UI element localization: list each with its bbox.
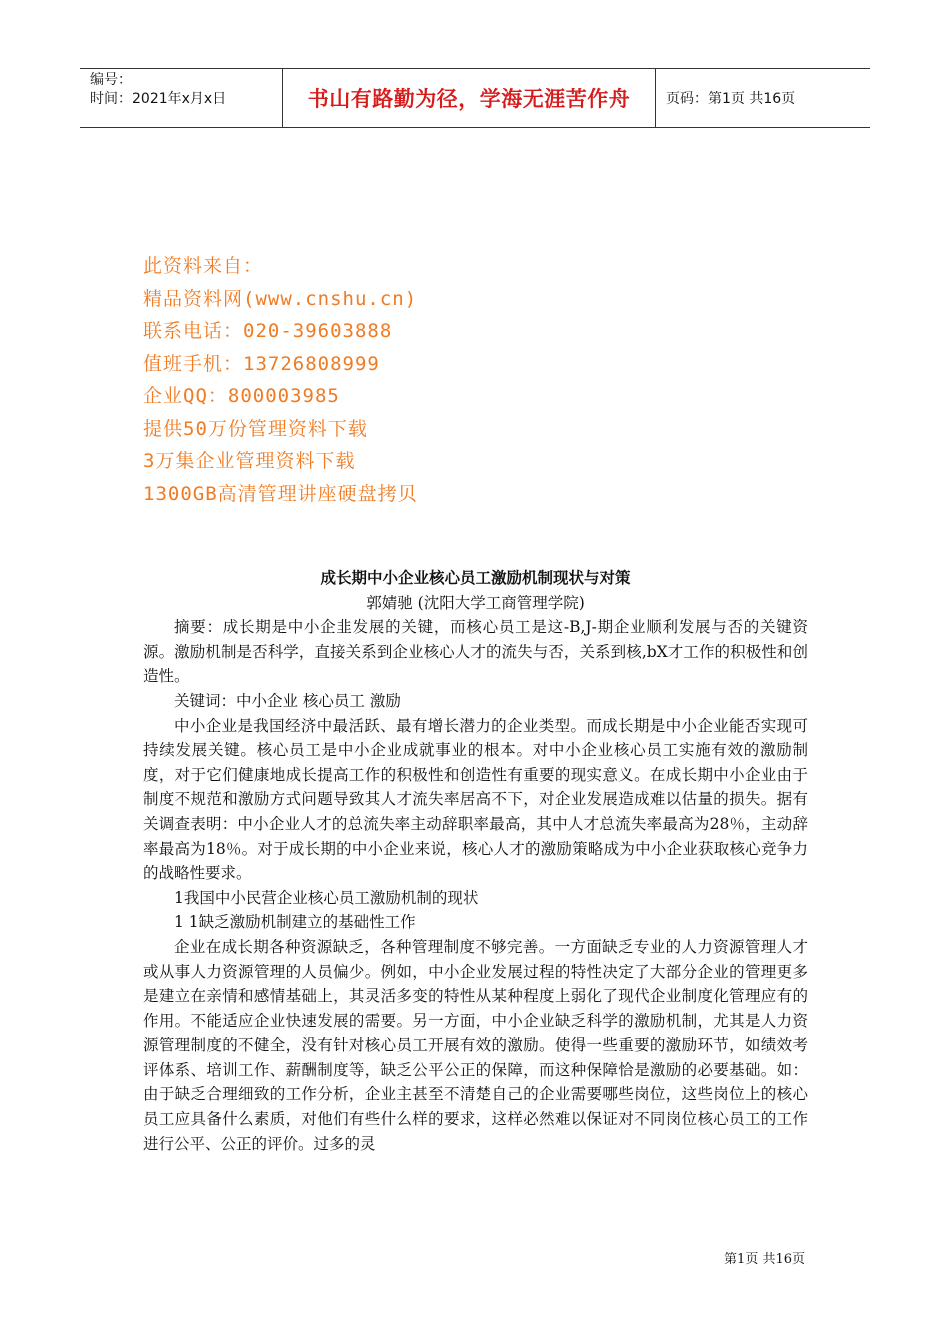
promo-line: 联系电话：020-39603888: [143, 320, 393, 342]
promo-line: 提供50万份管理资料下载: [143, 417, 368, 440]
promo-block: [143, 250, 418, 510]
promo-line: 1300GB高清管理讲座硬盘拷贝: [143, 482, 418, 505]
header-motto: 书山有路勤为径，学海无涯苦作舟: [282, 69, 656, 127]
body-paragraph: 企业在成长期各种资源缺乏，各种管理制度不够完善。一方面缺乏专业的人力资源管理人才或从事人力资源管理的人员偏少。例如，中小企业发展过程的特性决定了大部分企业的管理更多是建立在亲情和感情基础上，其灵活多变的特性从某种程度上弱化了现代企业制度化管理应有的作用。不能适应企业快速发展的需要。另一方面，中小企业缺乏科学的激励机制，尤其是人力资源管理制度的不健全，没有针对核心员工开展有效的激励。使得一些重要的激励环节，如绩效考评体系、培训工作、薪酬制度等，缺乏公平公正的保障，而这种保障恰是激励的必要基础。如：由于缺乏合理细致的工作分析，企业主甚至不清楚自己的企业需要哪些岗位，这些岗位上的核心员工应具备什么素质，对他们有些什么样的要求，这样必然难以保证对不同岗位核心员工的工作进行公平、公正的评价。过多的灵: [143, 937, 808, 1153]
document-time-label: 时间：2021年x月x日: [90, 91, 227, 107]
subsection-heading: 1 1缺乏激励机制建立的基础性工作: [174, 913, 416, 932]
article-body: [143, 566, 808, 1156]
page-header: [80, 68, 870, 128]
abstract-paragraph: 摘要：成长期是中小企韭发展的关键，而核心员工是这-B,J-期企业顺利发展与否的关键资源。激励机制是否科学，直接关系到企业核心人才的流失与否，关系到核,bX才工作的积极性和创造性。: [143, 618, 808, 686]
promo-line: 精品资料网(www.cnshu.cn): [143, 287, 418, 310]
keywords-paragraph: 关键词：中小企业 核心员工 激励: [174, 691, 401, 710]
body-paragraph: 中小企业是我国经济中最活跃、最有增长潜力的企业类型。而成长期是中小企业能否实现可持续发展关键。核心员工是中小企业成就事业的根本。对中小企业核心员工实施有效的激励制度，对于它们健康地成长提高工作的积极性和创造性有重要的现实意义。在成长期中小企业由于制度不规范和激励方式问题导致其人才流失率居高不下，对企业发展造成难以估量的损失。据有关调查表明：中小企业人才的总流失率主动辞职率最高，其中人才总流失率最高为28％，主动辞率最高为18％。对于成长期的中小企业来说，核心人才的激励策略成为中小企业获取核心竞争力的战略性要求。: [143, 716, 808, 883]
section-heading: 1我国中小民营企业核心员工激励机制的现状: [174, 888, 479, 907]
header-page-number: 页码：第1页 共16页: [666, 91, 796, 107]
promo-line: 此资料来自：: [143, 255, 264, 277]
article-title: 成长期中小企业核心员工激励机制现状与对策: [320, 569, 631, 587]
header-meta: [80, 69, 282, 127]
promo-line: 值班手机：13726808999: [143, 352, 380, 375]
promo-line: 企业QQ：800003985: [143, 385, 340, 407]
article-author: 郭婧驰 (沈阳大学工商管理学院): [366, 593, 585, 612]
promo-line: 3万集企业管理资料下载: [143, 450, 356, 472]
document-number-label: 编号：: [90, 72, 132, 88]
page-footer: 第1页 共16页: [724, 1252, 805, 1267]
